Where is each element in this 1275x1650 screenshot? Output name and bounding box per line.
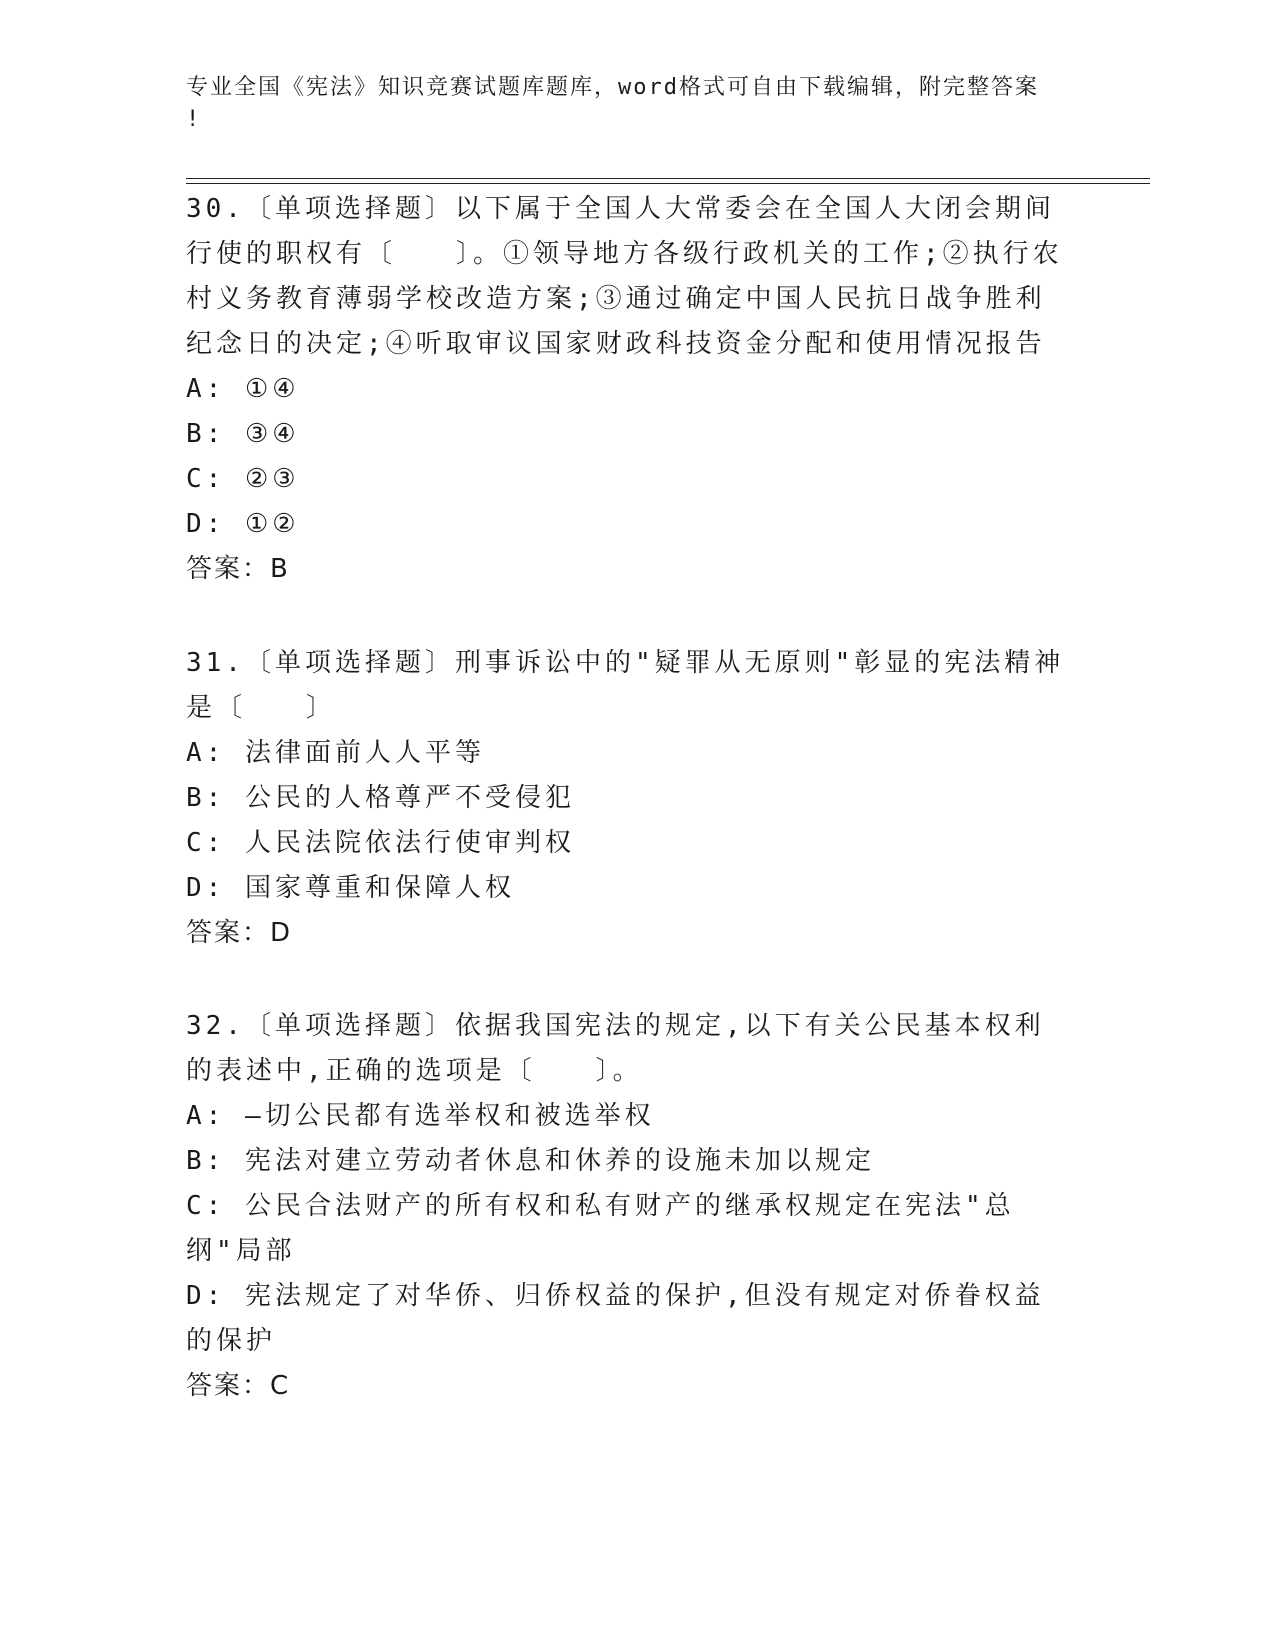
answer-line: 答案：B <box>186 554 290 584</box>
header-title: 专业全国《宪法》知识竞赛试题库题库，word格式可自由下载编辑，附完整答案 <box>186 75 1039 100</box>
option-d: D: 宪法规定了对华侨、归侨权益的保护,但没有规定对侨眷权益的保护 <box>186 1281 1045 1356</box>
option-d: D: 国家尊重和保障人权 <box>186 873 515 903</box>
option-a: A: —切公民都有选举权和被选举权 <box>186 1101 655 1131</box>
answer-line: 答案：D <box>186 918 293 948</box>
option-c: C: 公民合法财产的所有权和私有财产的继承权规定在宪法"总纲"局部 <box>186 1191 1015 1266</box>
option-c: C: 人民法院依法行使审判权 <box>186 828 575 858</box>
question-stem: 31.〔单项选择题〕刑事诉讼中的"疑罪从无原则"彰显的宪法精神是〔 〕 <box>186 648 1065 723</box>
header-divider-top <box>186 178 1150 179</box>
option-a: A: 法律面前人人平等 <box>186 738 485 768</box>
question-stem: 30.〔单项选择题〕以下属于全国人大常委会在全国人大闭会期间行使的职权有〔 〕。①领导地方各级行政机关的工作;②执行农村义务教育薄弱学校改造方案;③通过确定中国人民抗日战争胜利纪念日的决定;④听取审议国家财政科技资金分配和使用情况报告 <box>186 194 1063 359</box>
document-header <box>186 72 1046 136</box>
option-b: B: ③④ <box>186 419 300 449</box>
option-d: D: ①② <box>186 509 300 539</box>
header-title-continuation: ! <box>186 107 202 132</box>
question-block <box>186 641 1066 956</box>
question-stem: 32.〔单项选择题〕依据我国宪法的规定,以下有关公民基本权利的表述中,正确的选项是〔 〕。 <box>186 1011 1045 1086</box>
question-block <box>186 187 1066 592</box>
option-b: B: 公民的人格尊严不受侵犯 <box>186 783 575 813</box>
header-divider-bottom <box>186 183 1150 184</box>
question-block <box>186 1004 1066 1409</box>
answer-line: 答案：C <box>186 1371 291 1401</box>
option-b: B: 宪法对建立劳动者休息和休养的设施未加以规定 <box>186 1146 875 1176</box>
option-a: A: ①④ <box>186 374 300 404</box>
option-c: C: ②③ <box>186 464 300 494</box>
